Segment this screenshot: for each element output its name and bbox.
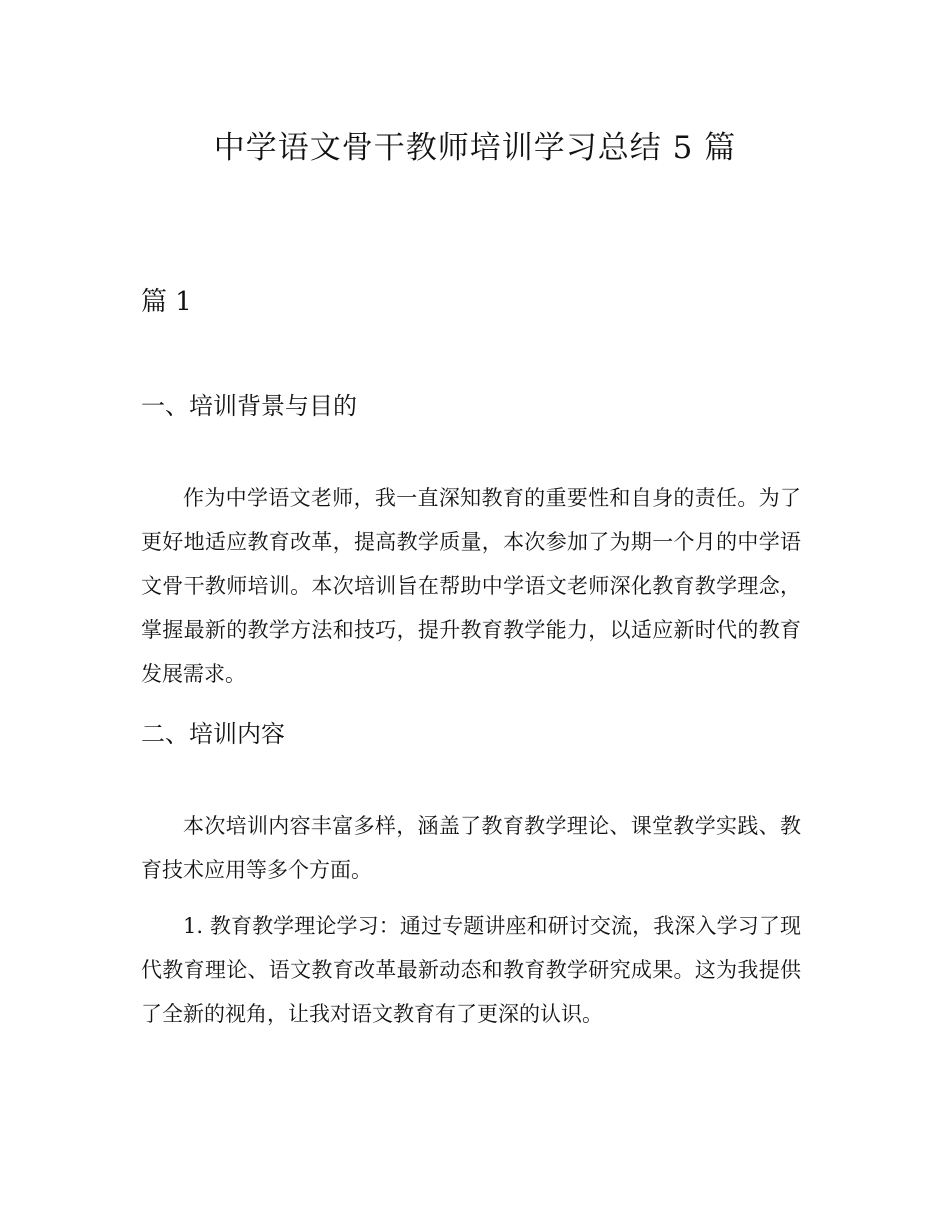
document-title: 中学语文骨干教师培训学习总结 5 篇 bbox=[213, 130, 737, 166]
section-heading-content: 二、培训内容 bbox=[141, 720, 285, 748]
paragraph-background: 作为中学语文老师，我一直深知教育的重要性和自身的责任。为了更好地适应教育改革，提高教学质量，本次参加了为期一个月的中学语文骨干教师培训。本次培训旨在帮助中学语文老师深化教育教学理念，掌握最新的教学方法和技巧，提升教育教学能力，以适应新时代的教育发展需求。 bbox=[141, 486, 801, 686]
chapter-heading: 篇 1 bbox=[141, 287, 192, 317]
paragraph-content-intro: 本次培训内容丰富多样，涵盖了教育教学理论、课堂教学实践、教育技术应用等多个方面。 bbox=[141, 814, 801, 882]
paragraph-theory-study: 1. 教育教学理论学习：通过专题讲座和研讨交流，我深入学习了现代教育理论、语文教育改革最新动态和教育教学研究成果。这为我提供了全新的视角，让我对语文教育有了更深的认识。 bbox=[141, 914, 801, 1026]
section-heading-background: 一、培训背景与目的 bbox=[141, 392, 357, 420]
